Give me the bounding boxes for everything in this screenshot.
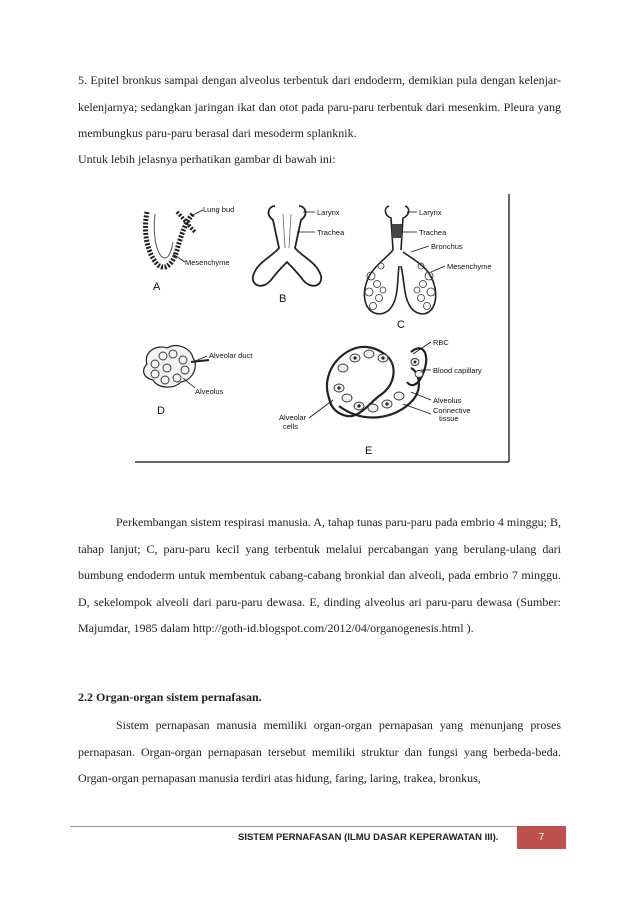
body-paragraph: Sistem pernapasan manusia memiliki organ-organ pernapasan yang menunjang proses pernapasan. Organ-organ pernapasan tersebut memiliki struktur dan fungsi yang berbeda-beda. Organ-organ pernapasan manusia terdiri atas hidung, faring, laring, trakea, bronkus, xyxy=(78,718,561,785)
footer-divider xyxy=(70,826,566,827)
label-connective-tissue-line2: tissue xyxy=(439,414,459,423)
panel-label-e: E xyxy=(365,445,373,457)
label-alveolus-e: Alveolus xyxy=(433,396,462,405)
label-mesenchyme-a: Mesenchyme xyxy=(185,258,230,267)
label-larynx-b: Larynx xyxy=(317,208,340,217)
caption-source-link[interactable]: http://goth-id.blogspot.com/2012/04/organogenesis.html xyxy=(192,621,464,635)
label-alveolar-cells-line2: cells xyxy=(283,422,299,431)
label-mesenchyme-c: Mesenchyme xyxy=(447,262,492,271)
caption-text: Perkembangan sistem respirasi manusia. A, tahap tunas paru-paru pada embrio 4 minggu; B, tahap lanjut; C, paru-paru kecil yang terbentuk melalui percabangan yang berulang-ulang dari bumbung endoderm untuk membentuk cabang-cabang bronkial dan alveoli, pada embrio 7 minggu. D, sekelompok alveoli dari paru-paru dewasa. E, dinding alveolus ari paru-paru dewasa (Sumber: Majumdar, 1985 dalam xyxy=(78,515,561,635)
intro-paragraph: 5. Epitel bronkus sampai dengan alveolus terbentuk dari endoderm, demikian pula dengan kelenjar-kelenjarnya; sedangkan jaringan ikat dan otot pada paru-paru terbentuk dari mesenkim. Pleura yang membungkus paru-paru berasal dari mesoderm splanknik. xyxy=(78,73,561,140)
label-trachea-c: Trachea xyxy=(419,228,447,237)
label-bronchus: Bronchus xyxy=(431,242,463,251)
page-number-badge xyxy=(517,826,566,849)
label-alveolar-duct: Alveolar duct xyxy=(209,351,253,360)
panel-d-alveoli-cluster xyxy=(144,346,209,388)
footer-title: SISTEM PERNAFASAN (ILMU DASAR KEPERAWATAN III). xyxy=(238,832,499,843)
figure-lead-in: Untuk lebih jelasnya perhatikan gambar di bawah ini: xyxy=(78,152,336,166)
panel-label-c: C xyxy=(397,319,405,331)
label-lung-bud: Lung bud xyxy=(203,205,235,214)
panel-label-a: A xyxy=(153,281,161,293)
figure-drawing xyxy=(133,192,517,465)
label-blood-capillary: Blood capillary xyxy=(433,366,482,375)
panel-c-branching-lungs xyxy=(364,206,445,314)
label-connective-tissue-line1: Connective xyxy=(433,406,471,415)
page-number: 7 xyxy=(538,832,545,843)
label-trachea-b: Trachea xyxy=(317,228,345,237)
label-alveolus-d: Alveolus xyxy=(195,387,224,396)
panel-label-d: D xyxy=(157,405,165,417)
figure-caption xyxy=(78,509,561,642)
panel-b-trachea xyxy=(253,206,321,286)
section-heading: 2.2 Organ-organ sistem pernafasan. xyxy=(78,690,262,704)
label-rbc: RBC xyxy=(433,338,449,347)
panel-label-b: B xyxy=(279,293,287,305)
respiratory-development-figure xyxy=(133,192,517,465)
label-alveolar-cells-line1: Alveolar xyxy=(279,413,307,422)
caption-end: ). xyxy=(466,621,474,635)
label-larynx-c: Larynx xyxy=(419,208,442,217)
panel-e-alveolar-wall xyxy=(309,342,431,418)
